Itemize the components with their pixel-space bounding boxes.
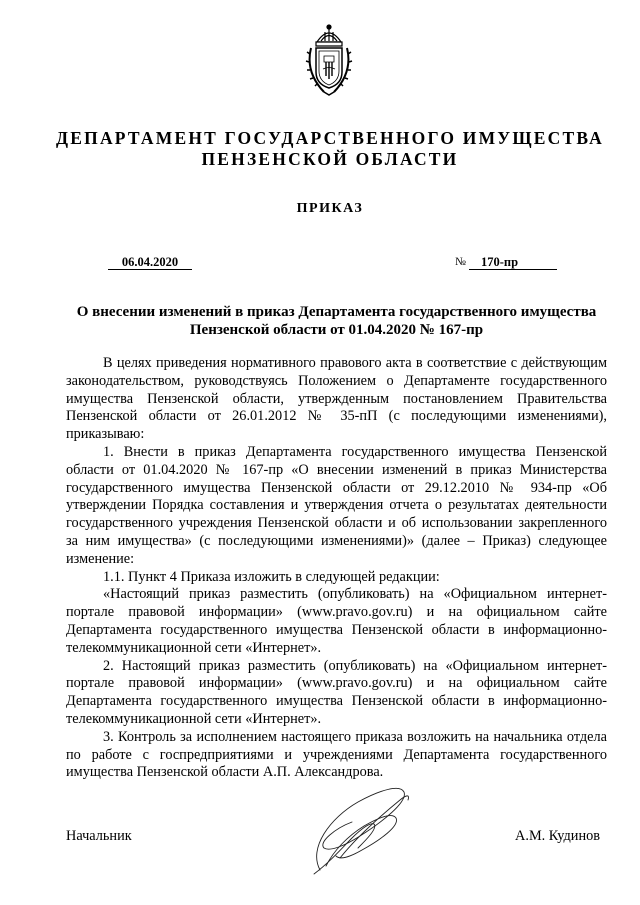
signatory-title: Начальник — [66, 828, 132, 844]
department-name-line1: ДЕПАРТАМЕНТ ГОСУДАРСТВЕННОГО ИМУЩЕСТВА — [56, 128, 604, 148]
order-body — [66, 355, 607, 782]
order-subject-line1: О внесении изменений в приказ Департамента государственного имущества — [76, 304, 597, 320]
body-paragraph-item-3: 3. Контроль за исполнением настоящего приказа возложить на начальника отдела по работе с госпредприятиями и учреждениями Департамента государственного имущества Пензенской области А.П. Александрова. — [66, 728, 607, 781]
body-paragraph-item-1: 1. Внести в приказ Департамента государственного имущества Пензенской области от 01.04.2020 № 167-пр «О внесении изменений в приказ Министерства государственного имущества Пензенской области от 29.12.2010 № 934-пр «Об утверждении Порядка составления и утверждения отчета о результатах деятельности государственного учреждения Пензенской области и об использовании закрепленного за ним имущества» (с последующими изменениями)» (далее – Приказ) следующее изменение: — [66, 443, 607, 567]
order-subject-line2: Пензенской области от 01.04.2020 № 167-пр — [189, 322, 484, 338]
signatory-name: А.М. Кудинов — [515, 828, 600, 844]
handwritten-signature — [300, 778, 418, 876]
number-sign: № — [455, 256, 466, 268]
body-paragraph-quote: «Настоящий приказ разместить (опубликовать) на «Официальном интернет-портале правовой информации» (www.pravo.gov.ru) и на официальном сайте Департамента государственного имущества Пензенской области в информационно-телекоммуникационной сети «Интернет». — [66, 586, 607, 656]
body-paragraph-preamble: В целях приведения нормативного правового акта в соответствие с действующим законодательством, руководствуясь Положением о Департаменте государственного имущества Пензенской области, утвержденным постановлением Правительства Пензенской области от 26.01.2012 № 35-пП (с последующими изменениями), приказываю: — [66, 355, 607, 443]
coat-of-arms-emblem — [304, 22, 354, 96]
department-name-line2: ПЕНЗЕНСКОЙ ОБЛАСТИ — [201, 149, 459, 169]
body-paragraph-item-2: 2. Настоящий приказ разместить (опубликовать) на «Официальном интернет-портале правовой информации» (www.pravo.gov.ru) и на официальном сайте Департамента государственного имущества Пензенской области в информационно-телекоммуникационной сети «Интернет». — [66, 657, 607, 727]
document-type-title: ПРИКАЗ — [296, 201, 364, 216]
order-date: 06.04.2020 — [108, 255, 192, 270]
order-number: 170-пр — [469, 255, 557, 270]
order-subject — [0, 303, 640, 339]
body-paragraph-item-1-1: 1.1. Пункт 4 Приказа изложить в следующей редакции: — [103, 568, 440, 585]
